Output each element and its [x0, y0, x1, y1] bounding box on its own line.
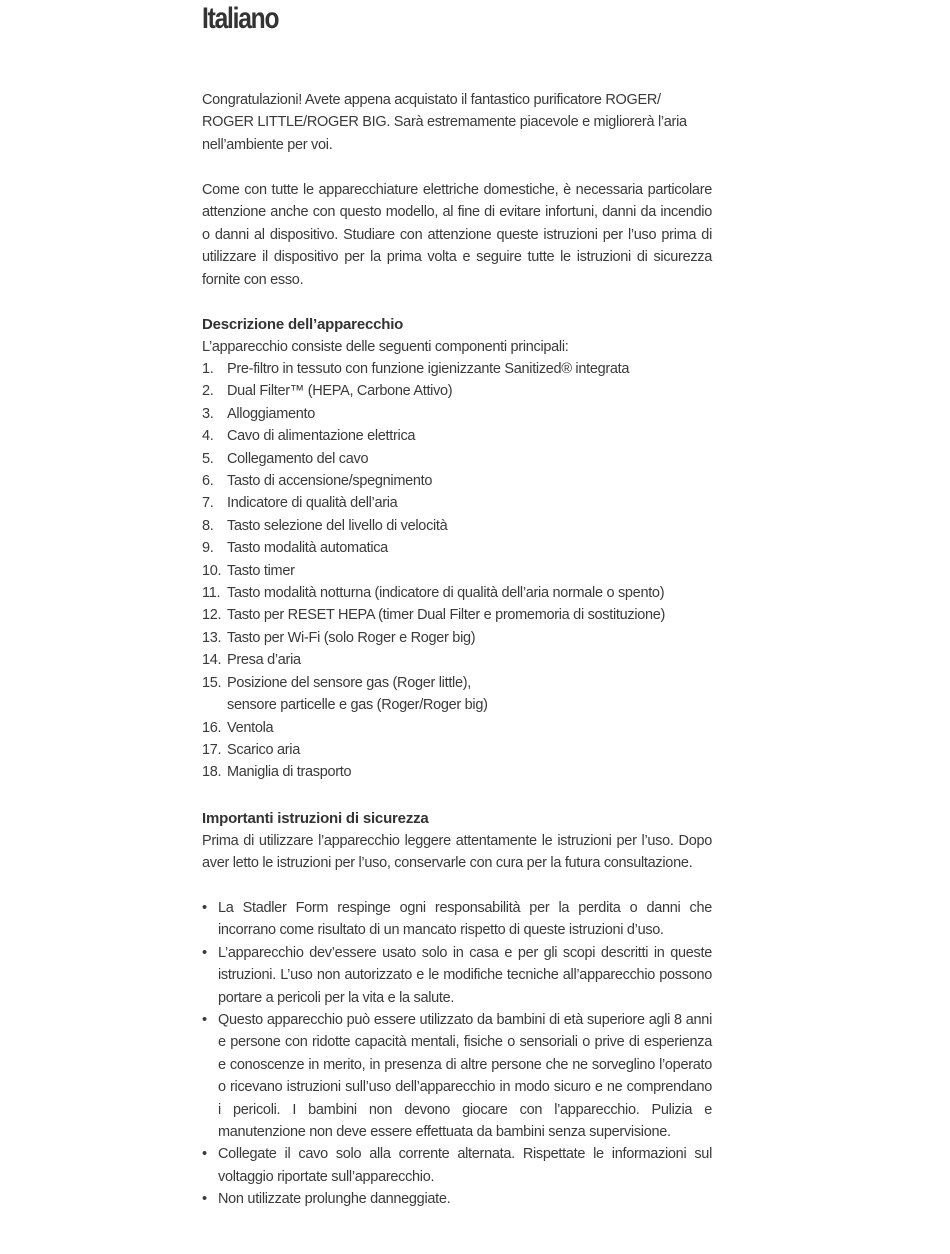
item-text: Maniglia di trasporto — [227, 764, 352, 781]
bullet-icon: • — [202, 1191, 207, 1208]
item-text-continued: sensore particelle e gas (Roger/Roger big) — [227, 697, 488, 714]
item-text: Tasto per RESET HEPA (timer Dual Filter e promemoria di sostituzione) — [227, 607, 666, 624]
item-text: Ventola — [227, 719, 274, 736]
list-item — [202, 717, 722, 739]
list-item — [202, 380, 722, 402]
list-item — [202, 403, 722, 425]
list-item — [202, 942, 712, 1009]
item-number: 9. — [202, 540, 214, 557]
item-number: 1. — [202, 361, 214, 377]
bullet-icon: • — [202, 900, 207, 916]
item-number: 16. — [202, 719, 222, 736]
item-number: 5. — [202, 450, 214, 467]
list-item — [202, 604, 722, 626]
list-item — [202, 515, 722, 537]
intro-paragraph: Congratulazioni! Avete appena acquistato il fantastico purificatore ROGER/ ROGER LITTLE/ROGER BIG. Sarà estremamente piacevole e migliorerà l’aria nell’ambiente per voi. — [202, 92, 687, 153]
item-text: Dual Filter™ (HEPA, Carbone Attivo) — [227, 383, 453, 400]
bullet-text: Questo apparecchio può essere utilizzato da bambini di età superiore agli 8 anni e persone con ridotte capacità mentali, fisiche o sensoriali o prive di esperienza e conoscenze in merito, in presenza di altre persone che ne sorveglino l’operato o ricevano istruzioni sull’uso dell’apparecchio in modo sicuro e ne comprendano i pericoli. I bambini non devono giocare con l’apparecchio. Pulizia e manutenzione non deve essere effettuata da bambini senza supervisione. — [218, 1012, 712, 1141]
item-number: 2. — [202, 383, 214, 400]
item-number: 15. — [202, 674, 222, 691]
list-item — [202, 1188, 712, 1210]
component-list — [202, 358, 722, 784]
item-number: 13. — [202, 629, 222, 646]
item-text: Presa d’aria — [227, 652, 301, 669]
bullet-text: Non utilizzate prolunghe danneggiate. — [218, 1191, 451, 1208]
list-item — [202, 492, 722, 514]
list-item — [202, 1009, 712, 1143]
language-title: Italiano — [202, 2, 279, 35]
item-text: Indicatore di qualità dell’aria — [227, 495, 398, 512]
list-item — [202, 897, 712, 942]
item-text: Tasto di accensione/spegnimento — [227, 473, 433, 490]
item-text: Tasto timer — [227, 562, 295, 579]
item-number: 18. — [202, 764, 222, 781]
item-text: Tasto modalità notturna (indicatore di qualità dell’aria normale o spento) — [227, 585, 665, 602]
item-text: Alloggiamento — [227, 405, 315, 422]
bullet-icon: • — [202, 1146, 207, 1163]
list-item — [202, 627, 722, 649]
bullet-text: L’apparecchio dev’essere usato solo in casa e per gli scopi descritti in queste istruzioni. L’uso non autorizzato e le modifiche tecniche all’apparecchio possono portare a pericoli per la vita e la salute. — [218, 944, 712, 1006]
item-number: 4. — [202, 428, 214, 445]
item-text: Tasto selezione del livello di velocità — [227, 517, 448, 534]
item-text: Posizione del sensore gas (Roger little), — [227, 674, 471, 691]
list-item — [202, 672, 722, 717]
list-item — [202, 425, 722, 447]
item-number: 7. — [202, 495, 214, 512]
list-item — [202, 582, 722, 604]
bullet-icon: • — [202, 1012, 207, 1029]
bullet-text: Collegate il cavo solo alla corrente alternata. Rispettate le informazioni sul voltaggio riportate sull’apparecchio. — [218, 1146, 712, 1185]
safety-intro: Prima di utilizzare l’apparecchio leggere attentamente le istruzioni per l’uso. Dopo aver letto le istruzioni per l’uso, conservarle con cura per la futura consultazione. — [202, 833, 712, 872]
item-number: 3. — [202, 405, 214, 422]
list-item — [202, 470, 722, 492]
item-text-block — [227, 672, 722, 717]
item-text: Tasto modalità automatica — [227, 540, 388, 557]
bullet-text: La Stadler Form respinge ogni responsabilità per la perdita o danni che incorrano come risultato di un mancato rispetto di queste istruzioni d’uso. — [218, 900, 712, 939]
item-text: Scarico aria — [227, 741, 300, 758]
item-text: Pre-filtro in tessuto con funzione igienizzante Sanitized® integrata — [227, 361, 630, 377]
list-item — [202, 739, 722, 761]
intro-paragraph: Come con tutte le apparecchiature elettriche domestiche, è necessaria particolare attenzione anche con questo modello, al fine di evitare infortuni, danni da incendio o danni al dispositivo. Studiare con attenzione queste istruzioni per l’uso prima di utilizzare il dispositivo per la prima volta e seguire tutte le istruzioni di sicurezza fornite con esso. — [202, 182, 712, 288]
item-number: 10. — [202, 562, 222, 579]
item-number: 8. — [202, 517, 214, 534]
item-number: 14. — [202, 652, 222, 669]
item-number: 17. — [202, 741, 222, 758]
safety-list — [202, 897, 712, 1211]
list-item — [202, 1143, 712, 1188]
item-number: 6. — [202, 473, 214, 490]
description-heading: Descrizione dell’apparecchio — [202, 316, 404, 333]
list-item — [202, 761, 722, 783]
description-intro: L’apparecchio consiste delle seguenti componenti principali: — [202, 339, 569, 355]
list-item — [202, 448, 722, 470]
item-text: Tasto per Wi-Fi (solo Roger e Roger big) — [227, 629, 476, 646]
item-number: 12. — [202, 607, 222, 624]
bullet-icon: • — [202, 944, 207, 961]
list-item — [202, 537, 722, 559]
safety-heading: Importanti istruzioni di sicurezza — [202, 810, 429, 827]
list-item — [202, 358, 722, 380]
list-item — [202, 649, 722, 671]
item-text: Collegamento del cavo — [227, 450, 369, 467]
list-item — [202, 560, 722, 582]
item-text: Cavo di alimentazione elettrica — [227, 428, 416, 445]
item-number: 11. — [202, 585, 221, 602]
